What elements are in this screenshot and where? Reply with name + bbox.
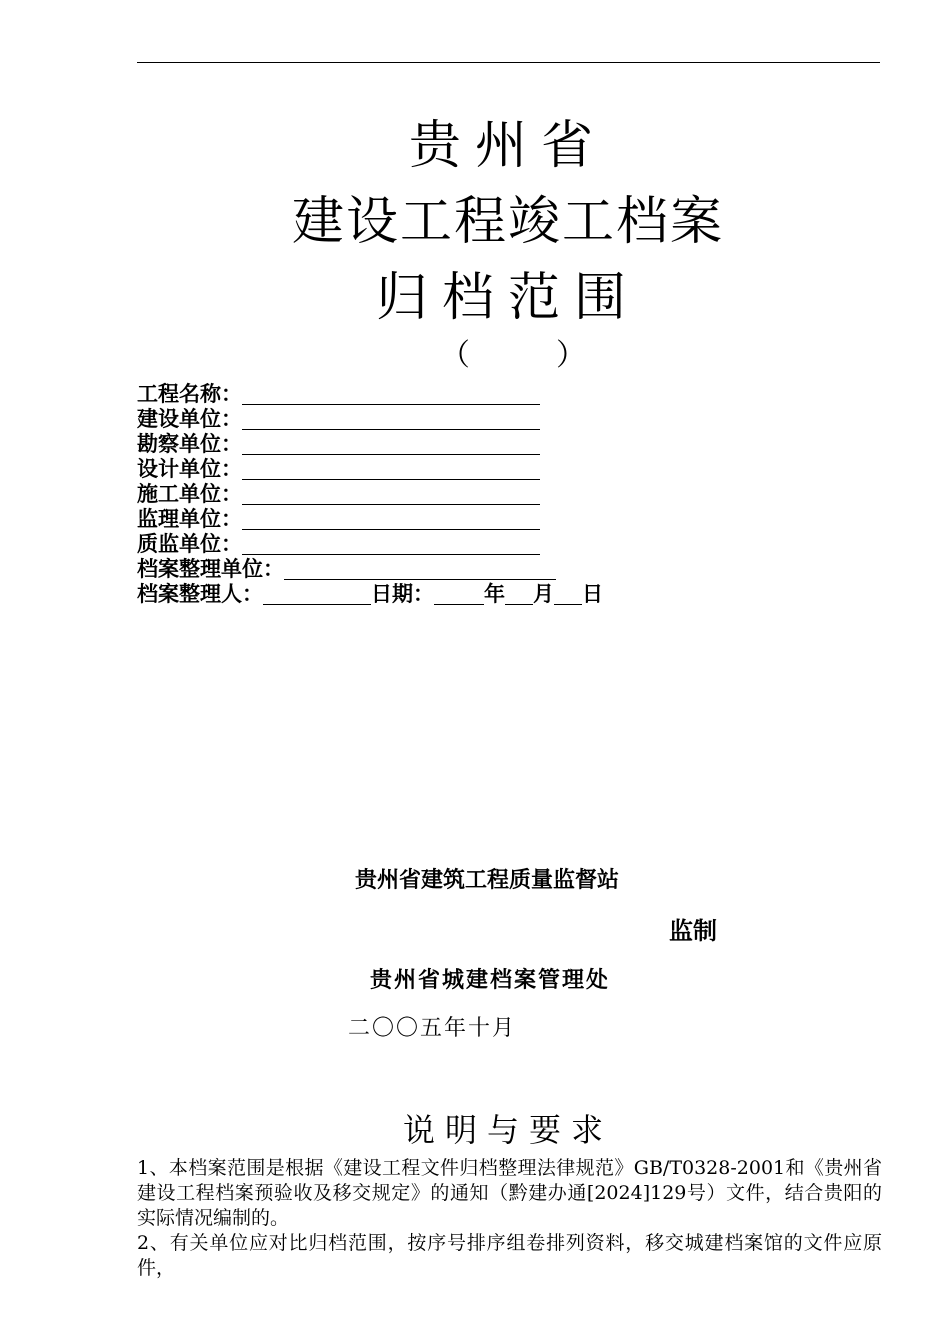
paren-open: （: [440, 338, 470, 373]
header-rule: [137, 62, 880, 63]
field-quality: [137, 532, 603, 557]
field-design: [137, 457, 603, 482]
day-input-line[interactable]: [554, 584, 582, 605]
field-input-line[interactable]: [242, 434, 540, 455]
field-label: 档案整理人：: [137, 582, 263, 606]
field-survey: [137, 432, 603, 457]
field-label: 建设单位：: [137, 407, 242, 431]
field-project-name: [137, 382, 603, 407]
field-archive-unit: [137, 557, 603, 582]
org-archive-office: 贵州省城建档案管理处: [370, 968, 611, 993]
paren-close: ）: [556, 338, 586, 373]
title-province: 贵州省: [408, 116, 607, 176]
field-input-line[interactable]: [242, 509, 540, 530]
field-label: 施工单位：: [137, 482, 242, 506]
title-scope: 归档范围: [375, 268, 640, 328]
title-main: 建设工程竣工档案: [291, 192, 724, 252]
date-label: 日期：: [371, 582, 434, 606]
field-input-line[interactable]: [284, 559, 556, 580]
year-label: 年: [484, 582, 505, 606]
project-info-form: [137, 382, 603, 607]
field-archive-person-date: [137, 582, 603, 607]
field-input-line[interactable]: [242, 534, 540, 555]
org-quality-station: 贵州省建筑工程质量监督站: [355, 868, 620, 893]
field-label: 监理单位：: [137, 507, 242, 531]
field-builder: [137, 407, 603, 432]
paragraph-1: 1、本档案范围是根据《建设工程文件归档整理法律规范》GB/T0328-2001和《贵州省建设工程档案预验收及移交规定》的通知（黔建办通[2024]129号）文件，结合贵阳的实际情况编制的。: [137, 1157, 882, 1229]
field-label: 设计单位：: [137, 457, 242, 481]
supervise-label: 监制: [669, 917, 717, 945]
day-label: 日: [582, 582, 603, 606]
field-label: 质监单位：: [137, 532, 242, 556]
person-input-line[interactable]: [263, 584, 371, 605]
field-supervision: [137, 507, 603, 532]
section-title: 说明与要求: [402, 1111, 613, 1149]
month-input-line[interactable]: [505, 584, 533, 605]
issue-date: 二〇〇五年十月: [348, 1016, 517, 1041]
field-input-line[interactable]: [242, 484, 540, 505]
paragraph-2: 2、有关单位应对比归档范围，按序号排序组卷排列资料，移交城建档案馆的文件应原件，: [137, 1232, 882, 1279]
field-input-line[interactable]: [242, 459, 540, 480]
month-label: 月: [533, 582, 554, 606]
year-input-line[interactable]: [434, 584, 484, 605]
field-label: 工程名称：: [137, 382, 242, 406]
field-construction: [137, 482, 603, 507]
field-input-line[interactable]: [242, 409, 540, 430]
field-label: 档案整理单位：: [137, 557, 284, 581]
field-input-line[interactable]: [242, 384, 540, 405]
field-label: 勘察单位：: [137, 432, 242, 456]
